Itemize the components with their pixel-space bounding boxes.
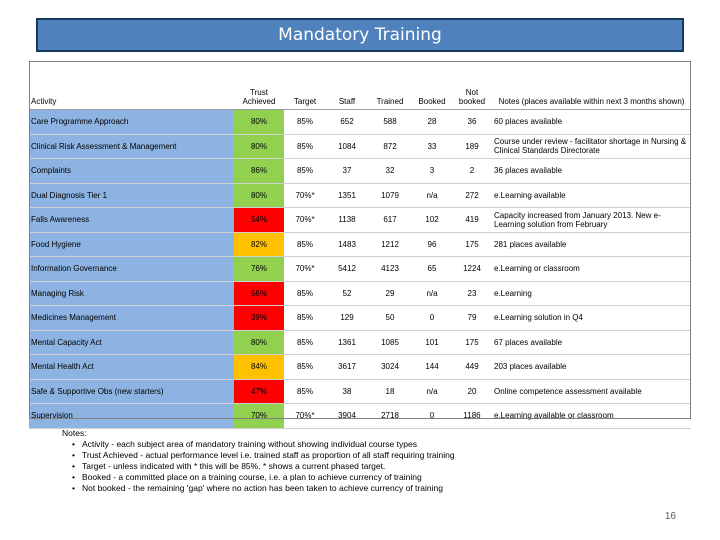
activity-cell: Safe & Supportive Obs (new starters) (29, 379, 234, 404)
notes-cell: 60 places available (492, 110, 691, 135)
staff-cell: 1084 (326, 134, 368, 159)
not-booked-cell: 2 (452, 159, 492, 184)
trained-cell: 588 (368, 110, 412, 135)
trust-achieved-cell: 84% (234, 355, 284, 380)
not-booked-cell: 1224 (452, 257, 492, 282)
trust-achieved-cell: 76% (234, 257, 284, 282)
trained-cell: 32 (368, 159, 412, 184)
target-cell: 85% (284, 355, 326, 380)
trust-achieved-cell: 80% (234, 183, 284, 208)
table-row (29, 183, 691, 208)
booked-cell: 101 (412, 330, 452, 355)
header-trust-achieved: Trust Achieved (234, 61, 284, 110)
booked-cell: 144 (412, 355, 452, 380)
table-header-row (29, 61, 691, 110)
staff-cell: 1483 (326, 232, 368, 257)
notes-cell: Capacity increased from January 2013. New e-Learning solution from February (492, 208, 691, 233)
not-booked-cell: 272 (452, 183, 492, 208)
table-row (29, 208, 691, 233)
target-cell: 70%* (284, 208, 326, 233)
activity-cell: Care Programme Approach (29, 110, 234, 135)
header-activity: Activity (29, 61, 234, 110)
table-row (29, 159, 691, 184)
staff-cell: 3904 (326, 404, 368, 429)
notes-cell: e.Learning solution in Q4 (492, 306, 691, 331)
table-row (29, 404, 691, 429)
notes-cell: 36 places available (492, 159, 691, 184)
page-title: Mandatory Training (278, 25, 442, 45)
trained-cell: 18 (368, 379, 412, 404)
note-item: • Trust Achieved - actual performance level i.e. trained staff as proportion of all staff requiring training (72, 450, 682, 461)
trained-cell: 3024 (368, 355, 412, 380)
not-booked-cell: 36 (452, 110, 492, 135)
note-item: • Booked - a committed place on a training course, i.e. a plan to achieve currency of training (72, 472, 682, 483)
activity-cell: Food Hygiene (29, 232, 234, 257)
trained-cell: 1085 (368, 330, 412, 355)
target-cell: 85% (284, 110, 326, 135)
trained-cell: 1079 (368, 183, 412, 208)
staff-cell: 38 (326, 379, 368, 404)
trust-achieved-cell: 80% (234, 134, 284, 159)
staff-cell: 129 (326, 306, 368, 331)
staff-cell: 1138 (326, 208, 368, 233)
notes-cell: 203 places available (492, 355, 691, 380)
target-cell: 85% (284, 134, 326, 159)
activity-cell: Clinical Risk Assessment & Management (29, 134, 234, 159)
activity-cell: Medicines Management (29, 306, 234, 331)
target-cell: 70%* (284, 183, 326, 208)
trained-cell: 29 (368, 281, 412, 306)
booked-cell: 65 (412, 257, 452, 282)
table-row (29, 379, 691, 404)
training-table (29, 61, 691, 429)
booked-cell: n/a (412, 183, 452, 208)
not-booked-cell: 20 (452, 379, 492, 404)
header-not-booked: Not booked (452, 61, 492, 110)
activity-cell: Information Governance (29, 257, 234, 282)
notes-cell: e.Learning or classroom (492, 257, 691, 282)
staff-cell: 3617 (326, 355, 368, 380)
trained-cell: 50 (368, 306, 412, 331)
note-item: • Not booked - the remaining 'gap' where no action has been taken to achieve currency of training (72, 483, 682, 494)
notes-cell: e.Learning available or classroom (492, 404, 691, 429)
table-row (29, 110, 691, 135)
target-cell: 85% (284, 281, 326, 306)
not-booked-cell: 419 (452, 208, 492, 233)
booked-cell: 3 (412, 159, 452, 184)
not-booked-cell: 23 (452, 281, 492, 306)
not-booked-cell: 189 (452, 134, 492, 159)
trained-cell: 872 (368, 134, 412, 159)
trained-cell: 4123 (368, 257, 412, 282)
notes-cell: Course under review - facilitator shortage in Nursing & Clinical Standards Directorate (492, 134, 691, 159)
trust-achieved-cell: 56% (234, 281, 284, 306)
header-booked: Booked (412, 61, 452, 110)
not-booked-cell: 1186 (452, 404, 492, 429)
table-row (29, 134, 691, 159)
activity-cell: Falls Awareness (29, 208, 234, 233)
trust-achieved-cell: 82% (234, 232, 284, 257)
trained-cell: 617 (368, 208, 412, 233)
trained-cell: 1212 (368, 232, 412, 257)
booked-cell: 0 (412, 306, 452, 331)
target-cell: 85% (284, 159, 326, 184)
not-booked-cell: 175 (452, 330, 492, 355)
trust-achieved-cell: 70% (234, 404, 284, 429)
target-cell: 70%* (284, 404, 326, 429)
notes-block (62, 428, 682, 494)
target-cell: 85% (284, 306, 326, 331)
booked-cell: 33 (412, 134, 452, 159)
staff-cell: 1351 (326, 183, 368, 208)
trust-achieved-cell: 54% (234, 208, 284, 233)
notes-cell: 67 places available (492, 330, 691, 355)
trust-achieved-cell: 80% (234, 110, 284, 135)
note-item: • Target - unless indicated with * this will be 85%. * shows a current phased target. (72, 461, 682, 472)
trust-achieved-cell: 39% (234, 306, 284, 331)
trust-achieved-cell: 80% (234, 330, 284, 355)
notes-cell: e.Learning available (492, 183, 691, 208)
header-notes: Notes (places available within next 3 months shown) (492, 61, 691, 110)
header-trained: Trained (368, 61, 412, 110)
staff-cell: 1361 (326, 330, 368, 355)
activity-cell: Supervision (29, 404, 234, 429)
notes-list (62, 439, 682, 494)
target-cell: 85% (284, 330, 326, 355)
note-item: • Activity - each subject area of mandatory training without showing individual course types (72, 439, 682, 450)
table-row (29, 257, 691, 282)
trust-achieved-cell: 86% (234, 159, 284, 184)
booked-cell: n/a (412, 281, 452, 306)
title-bar (36, 18, 684, 52)
table-row (29, 355, 691, 380)
table-body (29, 110, 691, 429)
trained-cell: 2718 (368, 404, 412, 429)
header-staff: Staff (326, 61, 368, 110)
staff-cell: 37 (326, 159, 368, 184)
target-cell: 85% (284, 379, 326, 404)
not-booked-cell: 175 (452, 232, 492, 257)
table-row (29, 281, 691, 306)
header-target: Target (284, 61, 326, 110)
not-booked-cell: 449 (452, 355, 492, 380)
booked-cell: 96 (412, 232, 452, 257)
staff-cell: 652 (326, 110, 368, 135)
booked-cell: 0 (412, 404, 452, 429)
activity-cell: Dual Diagnosis Tier 1 (29, 183, 234, 208)
activity-cell: Mental Health Act (29, 355, 234, 380)
target-cell: 85% (284, 232, 326, 257)
notes-cell: 281 places available (492, 232, 691, 257)
staff-cell: 52 (326, 281, 368, 306)
activity-cell: Mental Capacity Act (29, 330, 234, 355)
table-row (29, 232, 691, 257)
staff-cell: 5412 (326, 257, 368, 282)
activity-cell: Complaints (29, 159, 234, 184)
page-number: 16 (664, 511, 676, 522)
activity-cell: Managing Risk (29, 281, 234, 306)
table-row (29, 330, 691, 355)
booked-cell: n/a (412, 379, 452, 404)
notes-cell: Online competence assessment available (492, 379, 691, 404)
trust-achieved-cell: 47% (234, 379, 284, 404)
not-booked-cell: 79 (452, 306, 492, 331)
booked-cell: 28 (412, 110, 452, 135)
target-cell: 70%* (284, 257, 326, 282)
table-row (29, 306, 691, 331)
notes-cell: e.Learning (492, 281, 691, 306)
notes-heading: Notes: (62, 428, 87, 438)
booked-cell: 102 (412, 208, 452, 233)
